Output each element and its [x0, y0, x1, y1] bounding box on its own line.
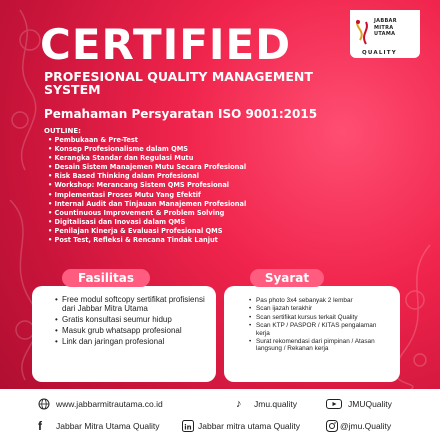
fasilitas-tag: Fasilitas	[62, 269, 150, 287]
logo-mark-icon	[354, 18, 372, 48]
outline-item: • Internal Audit dan Tinjauan Manajemen Profesional	[48, 200, 246, 209]
fasilitas-list	[62, 295, 212, 348]
fasilitas-item: • Link dan jaringan profesional	[62, 337, 212, 346]
syarat-item: • Scan KTP / PASPOR / KITAS pengalaman kerja	[256, 322, 392, 337]
youtube-icon	[326, 398, 342, 410]
tiktok-icon: ♪	[236, 398, 242, 410]
outline-item: • Desain Sistem Manajemen Mutu Secara Profesional	[48, 163, 246, 172]
globe-icon	[38, 398, 50, 410]
syarat-card	[224, 286, 400, 382]
outline-item: • Konsep Profesionalisme dalam QMS	[48, 145, 246, 154]
outline-item: • Workshop: Merancang Sistem QMS Profesional	[48, 181, 246, 190]
outline-item: • Post Test, Refleksi & Rencana Tindak Lanjut	[48, 236, 246, 245]
syarat-item: • Scan sertifikat kursus terkait Quality	[256, 314, 392, 321]
syarat-item: • Scan ijazah terakhir	[256, 305, 392, 312]
instagram-text: @jmu.Quality	[340, 421, 392, 431]
facebook-text: Jabbar Mitra Utama Quality	[56, 421, 160, 431]
outline-item: • Penilajan Kinerja & Evaluasi Profesional QMS	[48, 227, 246, 236]
youtube-text: JMUQuality	[348, 399, 392, 409]
fasilitas-item: • Gratis konsultasi seumur hidup	[62, 315, 212, 324]
logo-wordmark: JABBAR MITRA UTAMA	[374, 18, 397, 37]
fasilitas-item: • Free modul softcopy sertifikat profisiensi dari Jabbar Mitra Utama	[62, 295, 212, 313]
company-logo	[350, 10, 420, 58]
outline-item: • Digitalisasi dan Inovasi dalam QMS	[48, 218, 246, 227]
website-contact[interactable]	[38, 398, 163, 410]
poster-title: CERTIFIED	[40, 20, 292, 69]
outline-item: • Pembukaan & Pre-Test	[48, 136, 246, 145]
linkedin-icon	[182, 420, 194, 432]
outline-label: OUTLINE:	[44, 127, 81, 135]
instagram-icon	[326, 420, 338, 432]
program-name: PROFESIONAL QUALITY MANAGEMENT SYSTEM	[44, 69, 313, 97]
outline-item: • Risk Based Thinking dalam Profesional	[48, 172, 246, 181]
tiktok-text: Jmu.quality	[254, 399, 297, 409]
syarat-item: • Surat rekomendasi dari pimpinan / Atasan langsung / Rekanan kerja	[256, 338, 392, 353]
outline-item: • Implementasi Proses Mutu Yang Efektif	[48, 191, 246, 200]
outline-list	[48, 136, 246, 245]
contact-footer	[0, 389, 440, 440]
outline-item: • Kerangka Standar dan Regulasi Mutu	[48, 154, 246, 163]
fasilitas-card	[32, 286, 216, 382]
fasilitas-item: • Masuk grub whatsapp profesional	[62, 326, 212, 335]
linkedin-contact[interactable]	[182, 420, 300, 432]
syarat-tag: Syarat	[250, 269, 324, 287]
facebook-contact[interactable]	[38, 420, 159, 432]
syarat-item: • Pas photo 3x4 sebanyak 2 lembar	[256, 297, 392, 304]
youtube-contact[interactable]	[326, 398, 392, 410]
instagram-contact[interactable]	[326, 420, 391, 432]
standard-heading: Pemahaman Persyaratan ISO 9001:2015	[44, 107, 318, 121]
outline-item: • Countinuous Improvement & Problem Solving	[48, 209, 246, 218]
facebook-icon: f	[38, 419, 42, 433]
syarat-list	[256, 297, 392, 354]
tiktok-contact[interactable]	[236, 398, 297, 410]
linkedin-text: Jabbar mitra utama Quality	[198, 421, 301, 431]
website-text: www.jabbarmitrautama.co.id	[56, 399, 163, 409]
svg-text:in: in	[184, 423, 192, 432]
logo-tagline: QUALITY	[362, 50, 397, 56]
